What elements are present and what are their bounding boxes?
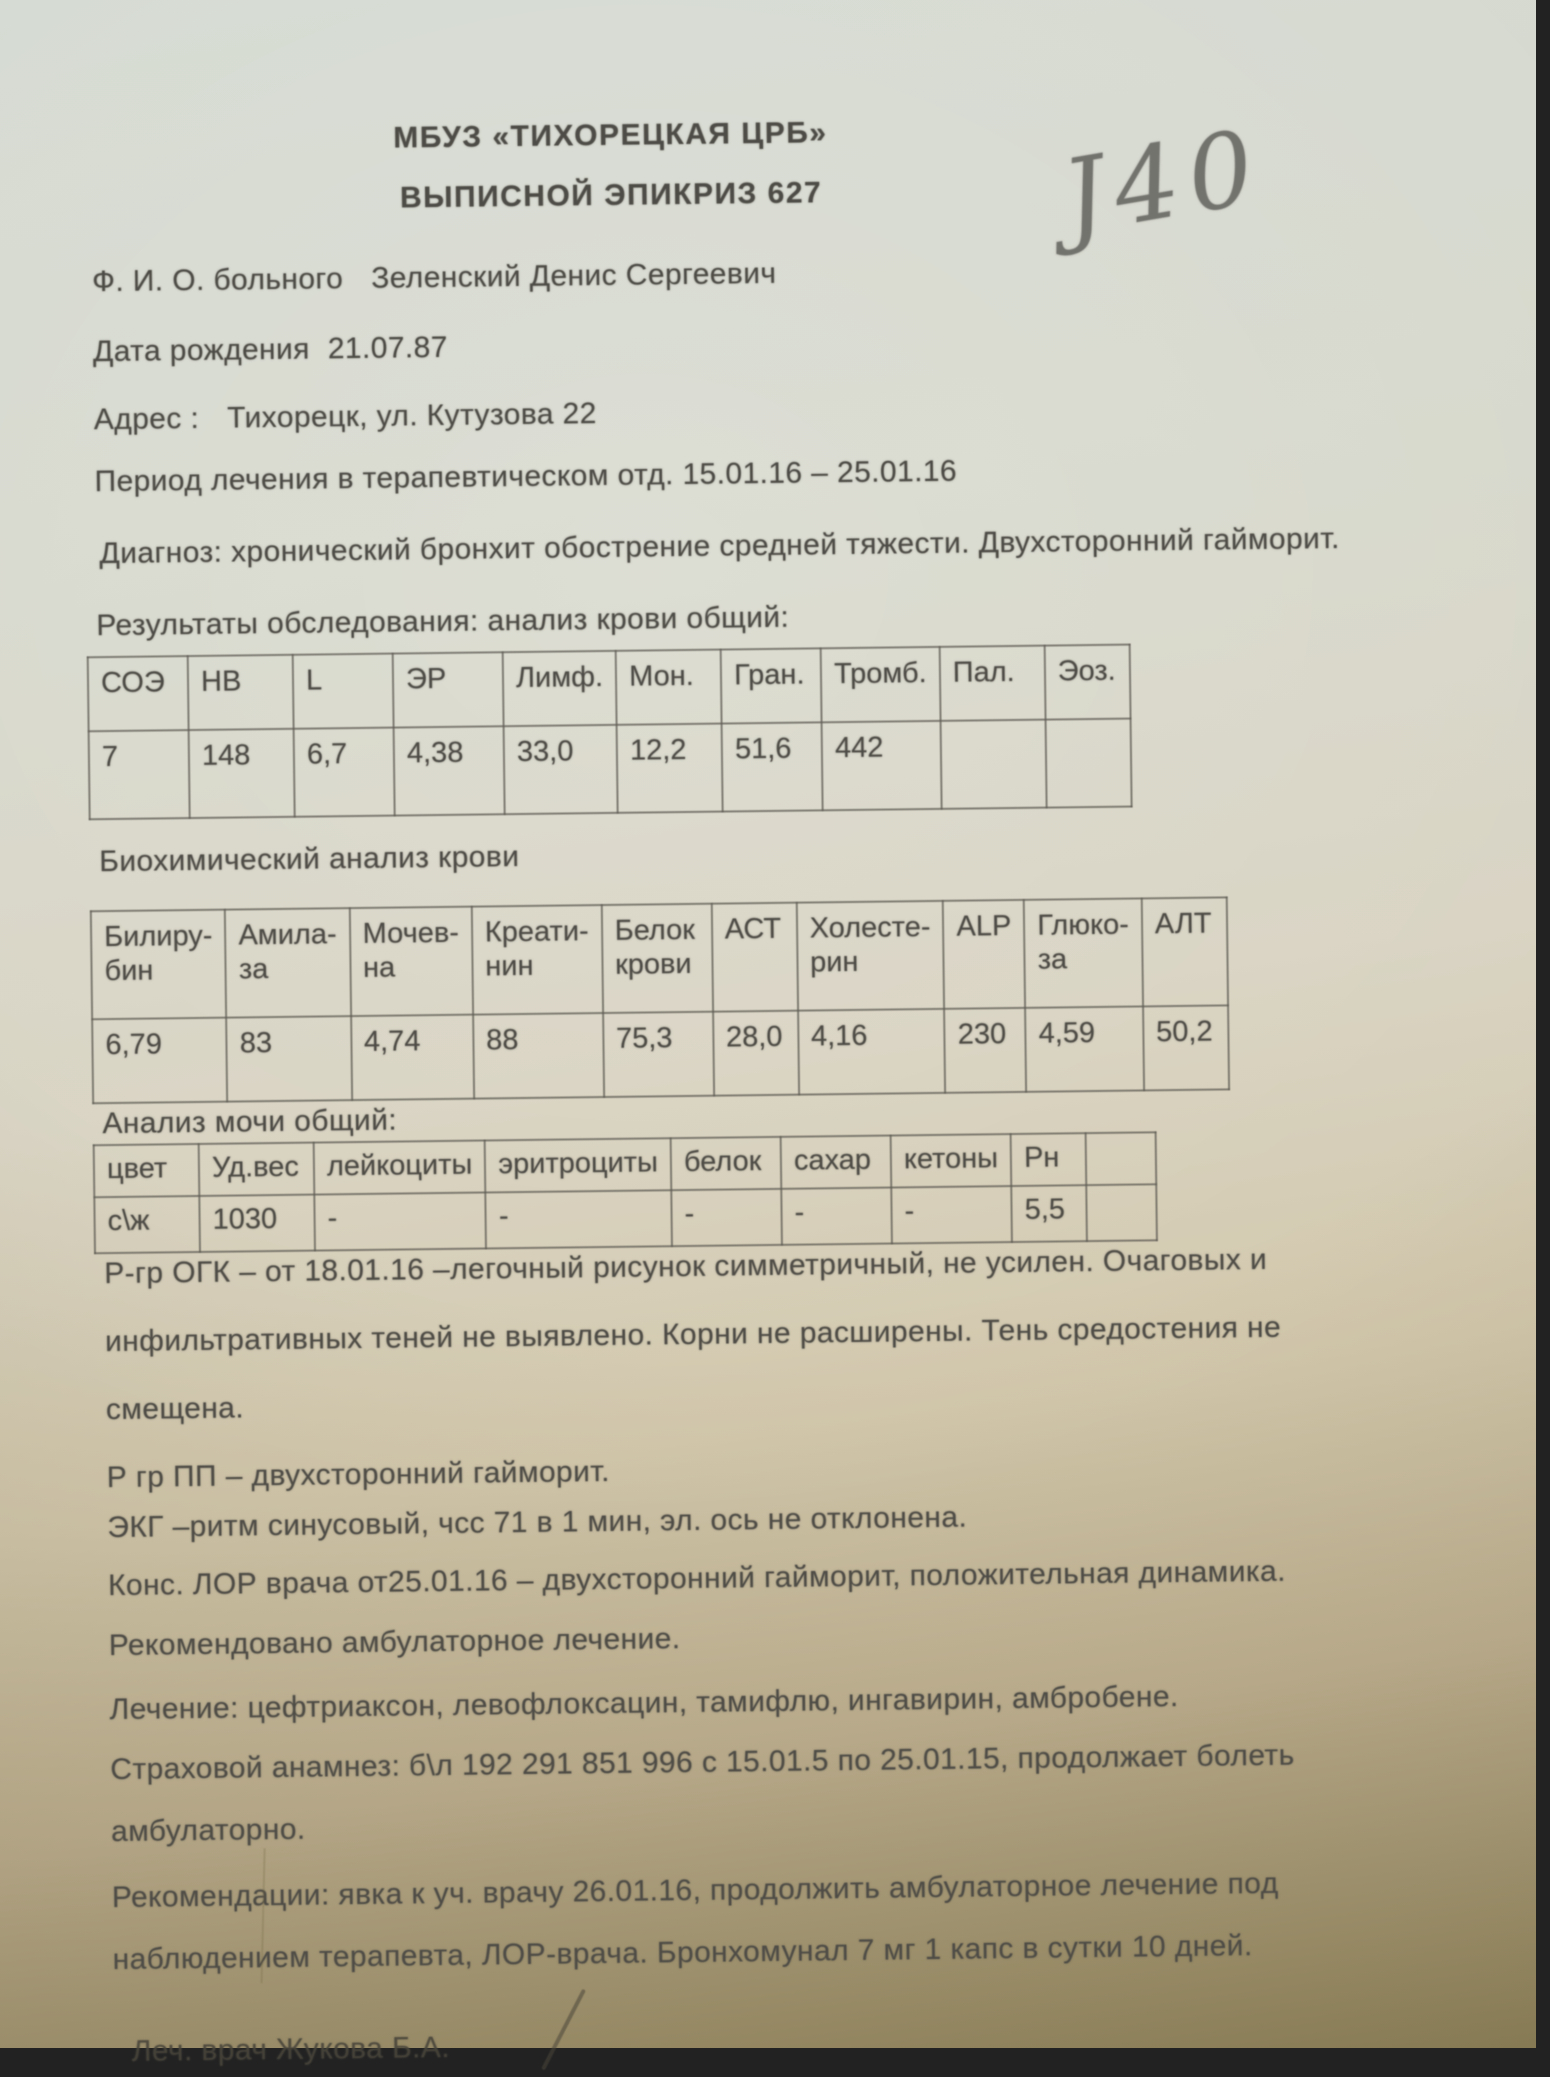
table-header-cell: Холесте- рин [796,901,944,1011]
urine-label: Анализ мочи общий: [102,1103,398,1141]
handwritten-icd-code: J40 [1054,107,1273,259]
xray-sinus-line: Р гр ПП – двухсторонний гайморит. [106,1454,611,1495]
table-header-cell: лейкоциты [314,1140,486,1194]
table-header-cell: Тромб. [821,647,941,722]
table-value-cell: 7 [89,730,190,819]
ecg-line: ЭКГ –ритм синусовый, чсс 71 в 1 мин, эл. ось не отклонена. [107,1500,968,1545]
table-header-cell: белок [671,1137,782,1190]
xray-chest-line-3: смещена. [105,1391,245,1427]
table-value-cell: - [671,1189,782,1246]
hospital-header: МБУЗ «ТИХОРЕЦКАЯ ЦРБ» [393,116,828,155]
table-value-cell: 230 [944,1008,1026,1093]
table-header-cell: ЭР [393,652,504,727]
table-value-cell [1086,1184,1157,1241]
table-value-cell: 148 [189,729,295,818]
table-header-cell: Пал. [939,646,1045,721]
recommendations-line-1: Рекомендации: явка к уч. врачу 26.01.16, продолжить амбулаторное лечение под [111,1866,1279,1915]
table-value-cell: 4,16 [798,1009,946,1095]
treatment-period-line: Период лечения в терапевтическом отд. 15.01.16 – 25.01.16 [94,454,958,499]
treatment-line: Лечение: цефтриаксон, левофлоксацин, тамифлю, ингавирин, амбробене. [109,1680,1179,1727]
document-title: ВЫПИСНОЙ ЭПИКРИЗ 627 [399,176,823,215]
table-value-cell: - [781,1188,892,1245]
table-header-cell: Эоз. [1044,645,1130,720]
doctor-signature-line: Леч. врач Жукова Б.А. [131,2030,451,2068]
biochem-table [90,896,1230,1104]
table-header-cell: АЛТ [1141,897,1227,1006]
diagnosis-line: Диагноз: хронический бронхит обострение средней тяжести. Двухсторонний гайморит. [99,521,1340,571]
table-value-cell: 4,74 [351,1015,474,1100]
table-header-cell: Билиру- бин [91,910,227,1020]
table-header-cell: цвет [94,1144,200,1197]
table-value-cell: 6,7 [294,728,395,817]
table-header-cell: сахар [781,1136,892,1189]
table-value-cell: 12,2 [617,724,723,813]
birth-date-value: 21.07.87 [327,330,448,366]
insurance-line-1: Страховой анамнез: б\л 192 291 851 996 с 15.01.5 по 25.01.15, продолжает болеть [110,1738,1295,1787]
address-value: Тихорецк, ул. Кутузова 22 [226,397,597,435]
table-value-cell: 83 [226,1016,351,1102]
ent-consult-line-1: Конс. ЛОР врача от25.01.16 – двухсторонний гайморит, положительная динамика. [107,1554,1287,1603]
table-header-cell: Гран. [721,648,822,723]
table-header-cell: L [293,654,394,729]
table-header-cell: ALP [943,900,1025,1009]
patient-name-line [92,256,777,300]
table-value-cell: 4,38 [394,726,505,815]
table-header-cell: СОЭ [88,656,189,731]
pen-signature-stroke [541,1989,586,2071]
table-value-cell: 1030 [199,1195,315,1252]
table-header-cell: Белок крови [601,904,712,1013]
table-value-cell: 51,6 [722,722,823,811]
table-header-cell: Уд.вес [199,1143,315,1196]
table-header-cell: Лимф. [503,651,617,726]
table-header-cell: кетоны [891,1134,1012,1187]
table-header-cell: Мочев- на [349,907,473,1016]
table-header-cell: Амила- за [225,908,350,1018]
birth-date-line [93,330,448,370]
table-header-cell: Глюко- за [1024,898,1143,1007]
table-header-cell: Креати- нин [472,905,603,1015]
table-value-cell: 5,5 [1011,1185,1087,1242]
table-value-cell: 50,2 [1143,1005,1229,1090]
biochem-label: Биохимический анализ крови [99,840,520,879]
table-value-cell: 33,0 [504,725,618,814]
table-value-cell: 28,0 [713,1011,799,1096]
urine-table [93,1131,1158,1254]
table-value-cell: 6,79 [92,1018,227,1104]
table-value-cell: - [891,1186,1012,1243]
table-value-cell: 442 [822,721,942,810]
ent-consult-line-2: Рекомендовано амбулаторное лечение. [108,1622,681,1663]
results-label: Результаты обследования: анализ крови общий: [96,600,790,643]
table-value-cell [1045,719,1131,808]
table-header-cell: АСТ [711,903,797,1012]
table-header-cell: эритроциты [485,1138,671,1192]
birth-date-label: Дата рождения [92,332,311,369]
patient-name-label: Ф. И. О. больного [91,262,344,299]
table-header-cell: НВ [188,655,294,730]
table-value-cell: 88 [473,1013,604,1099]
table-header-cell: Рн [1011,1133,1087,1186]
address-label: Адрес : [93,401,200,437]
cbc-table [87,644,1133,821]
xray-chest-line-1: Р-гр ОГК – от 18.01.16 –легочный рисунок симметричный, не усилен. Очаговых и [104,1242,1268,1291]
table-value-cell: - [486,1190,672,1248]
address-line [94,396,597,438]
table-value-cell: - [314,1192,486,1250]
table-header-cell: Мон. [616,650,722,725]
table-value-cell: 75,3 [603,1012,714,1097]
insurance-line-2: амбулаторно. [110,1812,306,1849]
xray-chest-line-2: инфильтративных теней не выявлено. Корни не расширены. Тень средостения не [104,1310,1282,1359]
table-header-cell [1086,1132,1157,1185]
table-value-cell [940,720,1046,809]
recommendations-line-2: наблюдением терапевта, ЛОР-врача. Бронхомунал 7 мг 1 капс в сутки 10 дней. [112,1929,1253,1977]
table-value-cell: с\ж [94,1196,200,1253]
patient-name-value: Зеленский Денис Сергеевич [370,256,777,295]
table-value-cell: 4,59 [1025,1006,1144,1091]
